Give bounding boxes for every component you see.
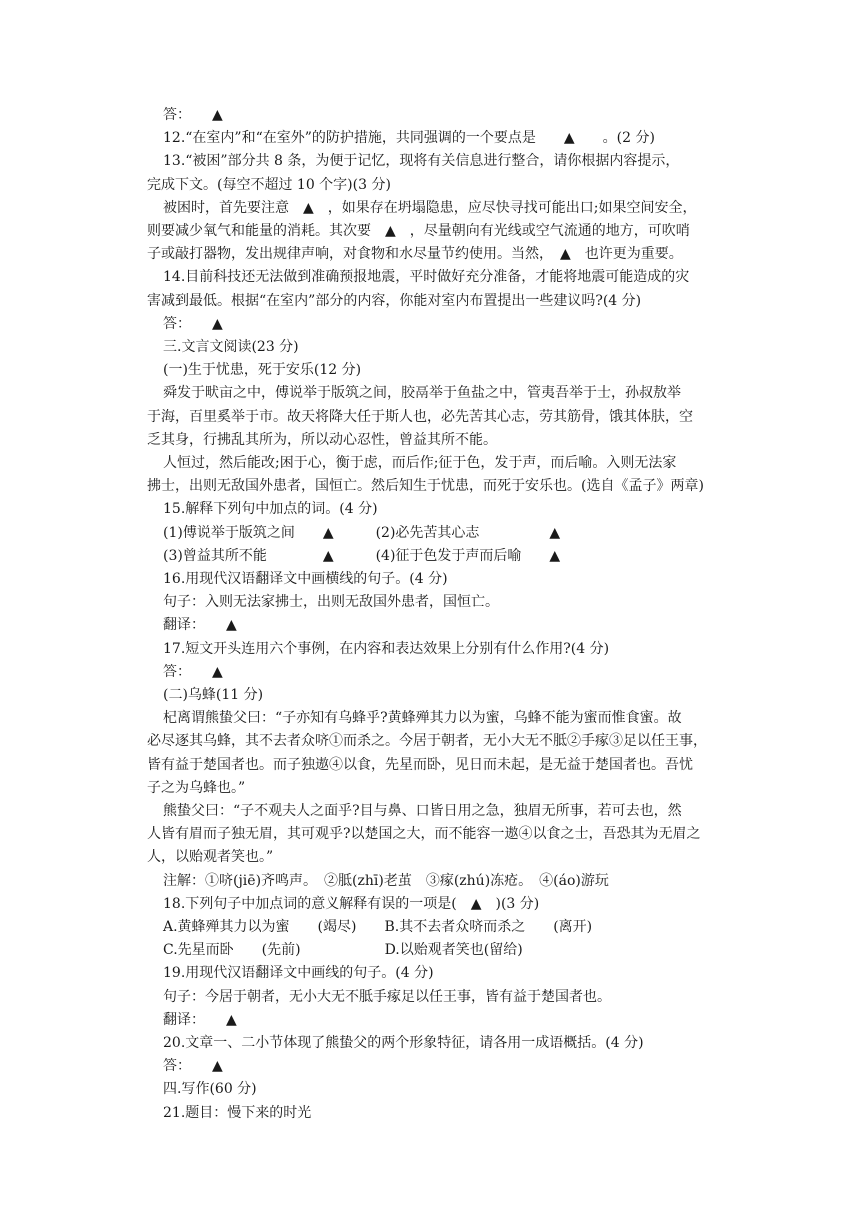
text-line: 杞离谓熊蛰父曰：“子亦知有乌蜂乎?黄蜂殚其力以为蜜，乌蜂不能为蜜而惟食蜜。故 [163, 710, 682, 726]
text-line: 完成下文。(每空不超过 10 个字)(3 分) [147, 177, 391, 193]
text-line: 翻译： ▲ [163, 1012, 237, 1028]
text-line: 拂士，出则无敌国外患者，国恒亡。然后知生于忧患，而死于安乐也。(选自《孟子》两章) [147, 478, 704, 494]
text-line: 则要减少氧气和能量的消耗。其次要 ▲ ，尽量朝向有光线或空气流通的地方，可吹哨 [147, 223, 690, 239]
text-line: 12.“在室内”和“在室外”的防护措施，共同强调的一个要点是 ▲ 。(2 分) [163, 130, 655, 146]
text-line: 翻译： ▲ [163, 617, 237, 633]
text-line: (一)生于忧患，死于安乐(12 分) [163, 362, 362, 378]
text-line: (3)曾益其所不能 ▲ (4)征于色发于声而后喻 ▲ [163, 548, 561, 564]
text-line: 答： ▲ [163, 1058, 223, 1074]
text-line: 答： ▲ [163, 107, 223, 123]
text-line: 19.用现代汉语翻译文中画线的句子。(4 分) [163, 965, 434, 981]
text-line: 子之为乌蜂也。” [147, 780, 246, 796]
text-line: 四.写作(60 分) [163, 1081, 257, 1097]
text-line: 三.文言文阅读(23 分) [163, 339, 299, 355]
text-line: 句子：入则无法家拂士，出则无敌国外患者，国恒亡。 [163, 594, 499, 610]
text-line: 必尽逐其乌蜂，其不去者众哜①而杀之。今居于朝者，无小大无不胝②手瘃③足以任王事， [147, 733, 707, 749]
text-line: 21.题目：慢下来的时光 [163, 1105, 312, 1121]
text-line: 15.解释下列句中加点的词。(4 分) [163, 501, 378, 517]
text-line: C.先星而卧 (先前) D.以贻观者笑也(留给) [163, 942, 523, 958]
text-line: 20.文章一、二小节体现了熊蛰父的两个形象特征，请各用一成语概括。(4 分) [163, 1035, 644, 1051]
text-line: 句子：今居于朝者，无小大无不胝手瘃足以任王事，皆有益于楚国者也。 [163, 989, 611, 1005]
text-line: A.黄蜂殚其力以为蜜 (竭尽) B.其不去者众哜而杀之 (离开) [163, 919, 593, 935]
text-line: (1)傅说举于版筑之间 ▲ (2)必先苦其心志 ▲ [163, 525, 561, 541]
text-line: 被困时，首先要注意 ▲ ，如果存在坍塌隐患，应尽快寻找可能出口;如果空间安全， [163, 200, 697, 216]
text-line: 注解：①哜(jiē)齐鸣声。 ②胝(zhī)老茧 ③瘃(zhú)冻疮。 ④(áo)游玩 [163, 873, 609, 889]
text-line: 舜发于畎亩之中，傅说举于版筑之间，胶鬲举于鱼盐之中，管夷吾举于士，孙叔敖举 [163, 385, 681, 401]
text-line: 害减到最低。根据“在室内”部分的内容，你能对室内布置提出一些建议吗?(4 分) [147, 293, 642, 309]
text-line: 人，以贻观者笑也。” [147, 849, 274, 865]
text-line: 答： ▲ [163, 664, 223, 680]
text-line: 17.短文开头连用六个事例，在内容和表达效果上分别有什么作用?(4 分) [163, 641, 610, 657]
text-line: 子或敲打器物，发出规律声响，对食物和水尽量节约使用。当然， ▲ 也许更为重要。 [147, 246, 683, 262]
text-line: 于海，百里奚举于市。故天将降大任于斯人也，必先苦其心志，劳其筋骨，饿其体肤，空 [147, 409, 693, 425]
text-line: 18.下列句子中加点词的意义解释有误的一项是( ▲ )(3 分) [163, 896, 540, 912]
text-line: 人恒过，然后能改;困于心，衡于虑，而后作;征于色，发于声，而后喻。入则无法家 [163, 455, 677, 471]
text-line: 答： ▲ [163, 316, 223, 332]
text-line: 乏其身，行拂乱其所为，所以动心忍性，曾益其所不能。 [147, 432, 497, 448]
text-line: 14.目前科技还无法做到准确预报地震，平时做好充分准备，才能将地震可能造成的灾 [163, 269, 690, 285]
text-line: 人皆有眉而子独无眉，其可观乎?以楚国之大，而不能容一遨④以食之士，吾恐其为无眉之 [147, 826, 701, 842]
text-line: 皆有益于楚国者也。而子独遨④以食，先星而卧，见日而未起，是无益于楚国者也。吾忧 [147, 757, 693, 773]
text-line: 16.用现代汉语翻译文中画横线的句子。(4 分) [163, 571, 448, 587]
text-line: 13.“被困”部分共 8 条，为便于记忆，现将有关信息进行整合，请你根据内容提示， [163, 153, 680, 169]
text-line: (二)乌蜂(11 分) [163, 687, 264, 703]
text-line: 熊蛰父曰：“子不观夫人之面乎?目与鼻、口皆日用之急，独眉无所事，若可去也，然 [163, 803, 682, 819]
